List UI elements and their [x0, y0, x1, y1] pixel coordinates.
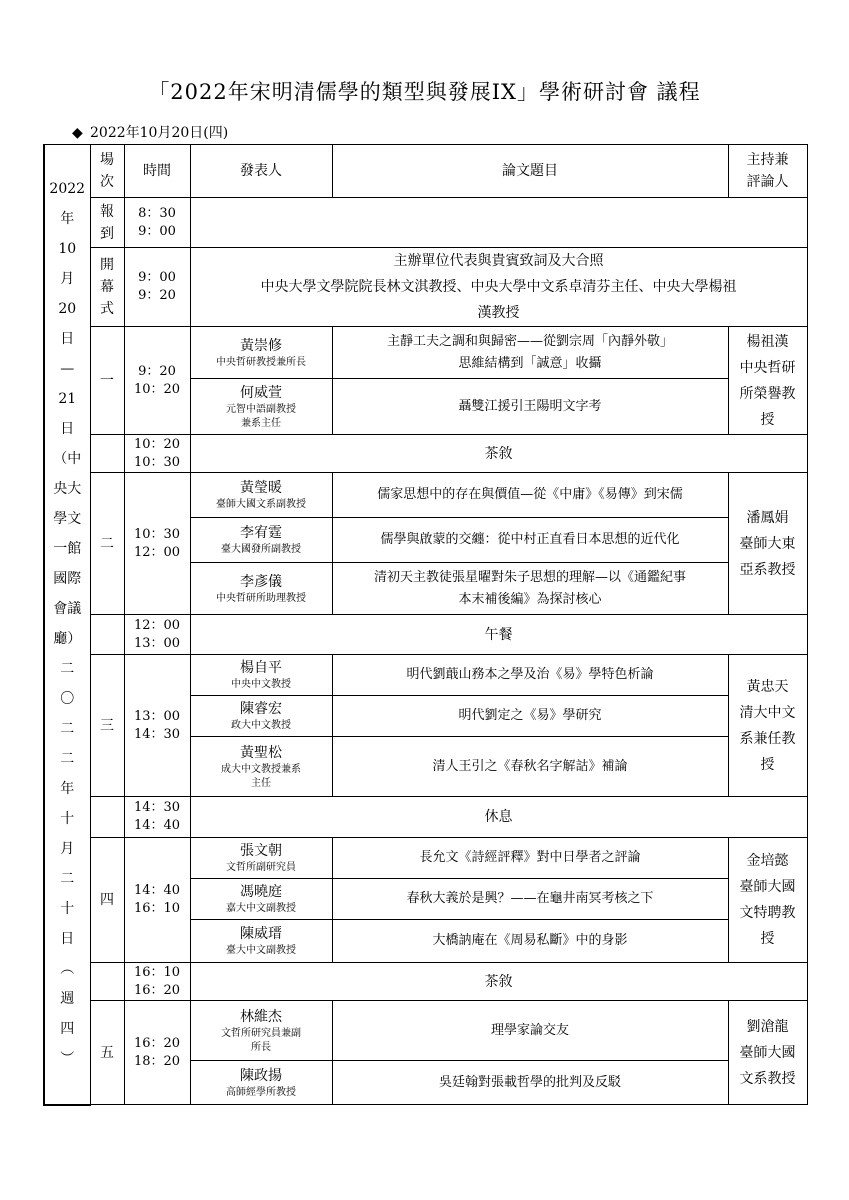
presenter: 林維杰 文哲所研究員兼副 所長: [190, 1001, 332, 1061]
session-5-time: 16：20 18：20: [124, 1001, 190, 1105]
paper-title: 理學家論交友: [332, 1001, 728, 1061]
side-char: 月: [60, 841, 75, 858]
side-char: 日: [60, 331, 75, 348]
break-row: [44, 615, 807, 655]
diamond-icon: ◆: [72, 125, 83, 141]
presenter: 張文朝 文哲所副研究員: [190, 838, 332, 879]
presenter: 黃聖松 成大中文教授兼系 主任: [190, 737, 332, 797]
break-time: 14：30 14：40: [124, 797, 190, 838]
side-char: 〇: [60, 691, 75, 708]
session-1-talk-1: [44, 327, 807, 379]
side-char: 二: [60, 871, 75, 888]
presenter: 楊自平 中央中文教授: [190, 655, 332, 696]
side-char: 二: [60, 661, 75, 678]
paper-title: 春秋大義於是興？——在龜井南冥考核之下: [332, 879, 728, 920]
registration-time: 8：30 9：00: [124, 198, 190, 248]
side-char: 20: [58, 301, 77, 318]
paper-title: 吳廷翰對張載哲學的批判及反駁: [332, 1061, 728, 1105]
date-line: [72, 122, 228, 142]
side-char: 二: [60, 721, 75, 738]
paper-title: 大橋訥庵在《周易私斷》中的身影: [332, 920, 728, 963]
paper-title: 明代劉蕺山務本之學及治《易》學特色析論: [332, 655, 728, 696]
paper-title: 清人王引之《春秋名字解詁》補論: [332, 737, 728, 797]
header-moderator: 主持兼 評論人: [728, 145, 807, 198]
break-time: 10：20 10：30: [124, 435, 190, 473]
agenda-table: [43, 144, 808, 1106]
opening-row: [44, 248, 807, 327]
paper-title: 儒家思想中的存在與價值—從《中庸》《易傳》到宋儒: [332, 473, 728, 518]
side-char: 十: [60, 811, 75, 828]
side-char: 學文: [53, 511, 82, 528]
header-row: [44, 145, 807, 198]
break-blank: [90, 435, 124, 473]
registration-label: 報 到: [90, 198, 124, 248]
session-5-talk-1: [44, 1001, 807, 1061]
date-text: 2022年10月20日(四): [90, 125, 229, 141]
side-char: 週: [60, 991, 75, 1008]
opening-time: 9：00 9：20: [124, 248, 190, 327]
side-char: 廳）: [53, 631, 82, 648]
presenter: 黃瑩暖 臺師大國文系副教授: [190, 473, 332, 518]
side-char: 四: [60, 1021, 75, 1038]
side-char: 一館: [53, 541, 82, 558]
session-3-label: 三: [90, 655, 124, 797]
side-char: —: [60, 361, 75, 378]
session-4-label: 四: [90, 838, 124, 963]
side-char: 央大: [53, 481, 82, 498]
side-char: 日: [60, 421, 75, 438]
presenter: 李宥霆 臺大國發所副教授: [190, 518, 332, 563]
side-char: 年: [60, 211, 75, 228]
side-char: ︶: [60, 1051, 75, 1068]
presenter: 陳睿宏 政大中文教授: [190, 696, 332, 737]
header-time: 時間: [124, 145, 190, 198]
presenter: 李彥儀 中央哲研所助理教授: [190, 563, 332, 615]
session-4-time: 14：40 16：10: [124, 838, 190, 963]
session-3-time: 13：00 14：30: [124, 655, 190, 797]
header-session: 場 次: [90, 145, 124, 198]
paper-title: 主靜工夫之調和與歸密——從劉宗周「內靜外敬」 思維結構到「誠意」收攝: [332, 327, 728, 379]
side-char: 日: [60, 931, 75, 948]
session-2-time: 10：30 12：00: [124, 473, 190, 615]
session-1-time: 9：20 10：20: [124, 327, 190, 435]
session-4-moderator: 金培懿 臺師大國 文特聘教 授: [728, 838, 807, 963]
break-time: 12：00 13：00: [124, 615, 190, 655]
header-presenter: 發表人: [190, 145, 332, 198]
session-5-moderator: 劉滄龍 臺師大國 文系教授: [728, 1001, 807, 1105]
presenter: 陳政揚 高師經學所教授: [190, 1061, 332, 1105]
break-blank: [90, 963, 124, 1001]
break-label: 午餐: [190, 615, 807, 655]
session-2-label: 二: [90, 473, 124, 615]
registration-row: [44, 198, 807, 248]
side-char: 21: [58, 391, 77, 408]
break-row: [44, 435, 807, 473]
presenter: 黃崇修 中央哲研教授兼所長: [190, 327, 332, 379]
side-char: 國際: [53, 571, 82, 588]
session-2-talk-1: [44, 473, 807, 518]
session-2-moderator: 潘鳳娟 臺師大東 亞系教授: [728, 473, 807, 615]
break-time: 16：10 16：20: [124, 963, 190, 1001]
paper-title: 清初天主教徒張星曜對朱子思想的理解—以《通鑑紀事 本末補後編》為探討核心: [332, 563, 728, 615]
session-1-label: 一: [90, 327, 124, 435]
side-char: 年: [60, 781, 75, 798]
break-label: 茶敘: [190, 963, 807, 1001]
break-label: 茶敘: [190, 435, 807, 473]
side-char: 十: [60, 901, 75, 918]
side-char: 10: [58, 241, 77, 258]
registration-blank: [190, 198, 807, 248]
break-row: [44, 963, 807, 1001]
side-char: 二: [60, 751, 75, 768]
paper-title: 儒學與啟蒙的交纏：從中村正直看日本思想的近代化: [332, 518, 728, 563]
paper-title: 明代劉定之《易》學研究: [332, 696, 728, 737]
session-1-moderator: 楊祖漢 中央哲研 所榮譽教 授: [728, 327, 807, 435]
break-label: 休息: [190, 797, 807, 838]
paper-title: 長允文《詩經評釋》對中日學者之評論: [332, 838, 728, 879]
break-row: [44, 797, 807, 838]
side-char: 2022: [49, 181, 86, 198]
session-4-talk-1: [44, 838, 807, 879]
session-3-talk-1: [44, 655, 807, 696]
opening-label: 開 幕 式: [90, 248, 124, 327]
header-paper: 論文題目: [332, 145, 728, 198]
presenter: 何威萱 元智中語副教授 兼系主任: [190, 379, 332, 435]
break-blank: [90, 615, 124, 655]
side-char: 月: [60, 271, 75, 288]
presenter: 馮曉庭 嘉大中文副教授: [190, 879, 332, 920]
break-blank: [90, 797, 124, 838]
paper-title: 聶雙江援引王陽明文字考: [332, 379, 728, 435]
session-5-label: 五: [90, 1001, 124, 1105]
side-char: 會議: [53, 601, 82, 618]
opening-content: 主辦單位代表與貴賓致詞及大合照 中央大學文學院院長林文淇教授、中央大學中文系卓清芬主任、中央大學楊祖 漢教授: [190, 248, 807, 327]
side-char: ︵: [60, 961, 75, 978]
presenter: 陳威瑨 臺大中文副教授: [190, 920, 332, 963]
side-date-column: [44, 145, 90, 1105]
session-3-moderator: 黃忠天 清大中文 系兼任教 授: [728, 655, 807, 797]
page-title: 「2022年宋明清儒學的類型與發展IX」學術研討會 議程: [148, 80, 701, 104]
side-char: （中: [53, 451, 82, 468]
